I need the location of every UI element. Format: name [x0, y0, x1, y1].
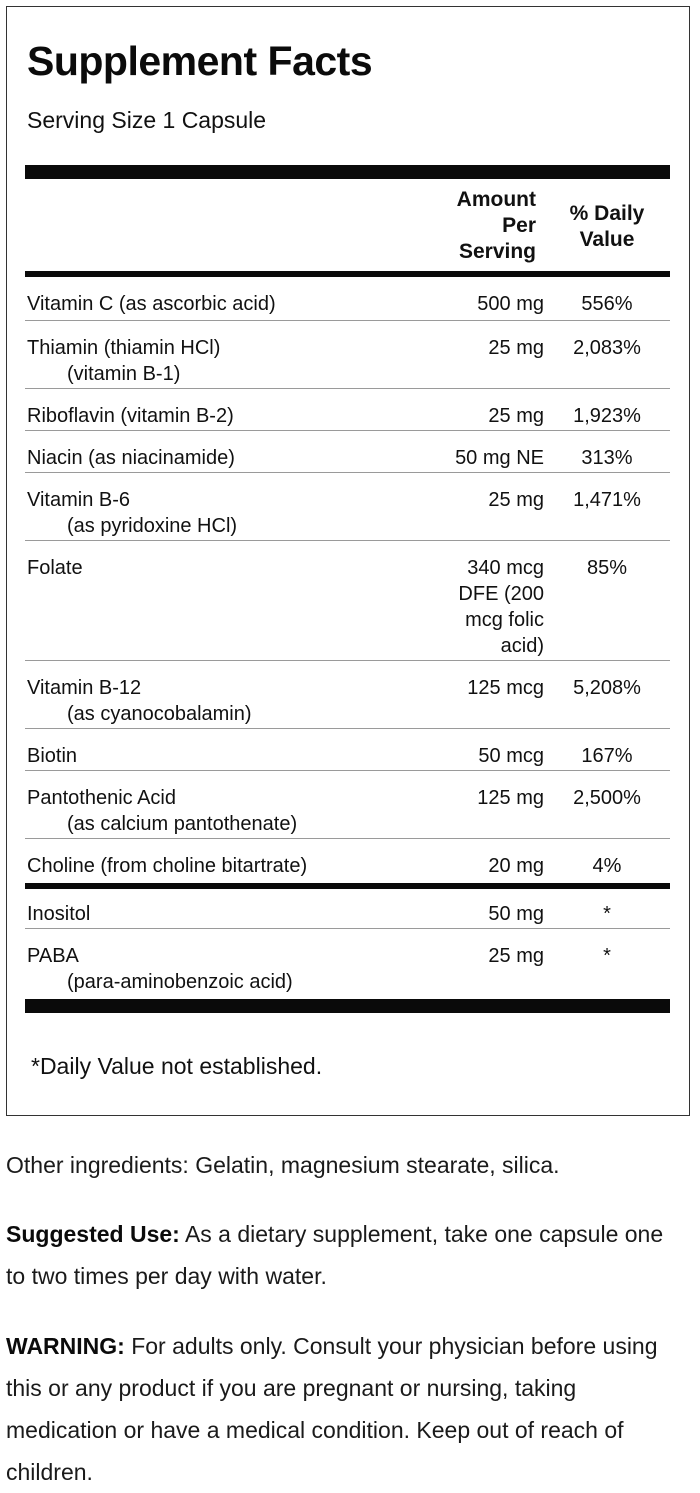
- amount-line: 50 mg NE: [455, 447, 544, 469]
- nutrient-name-main: Vitamin B-12: [27, 677, 142, 699]
- amount-line: 25 mg: [488, 405, 544, 427]
- nutrient-name-main: Inositol: [27, 903, 91, 925]
- suggested-use: [6, 1213, 686, 1297]
- nutrient-name-main: Biotin: [27, 745, 78, 767]
- nutrient-name: [27, 555, 427, 581]
- table-row: [25, 389, 670, 431]
- nutrient-daily-value: 2,500%: [573, 787, 641, 809]
- nutrient-name-main: Choline (from choline bitartrate): [27, 855, 308, 877]
- nutrient-name-main: Vitamin C (as ascorbic acid): [27, 293, 276, 315]
- amount-line: 50 mg: [488, 903, 544, 925]
- nutrient-name: [27, 403, 427, 429]
- nutrient-name-main: Niacin (as niacinamide): [27, 447, 235, 469]
- nutrient-name: [27, 335, 427, 387]
- nutrient-daily-value: 1,923%: [573, 405, 641, 427]
- nutrient-daily-value: 1,471%: [573, 489, 641, 511]
- nutrient-amount: [414, 403, 544, 429]
- warning-text: For adults only. Consult your physician before using this or any product if you are pregnant or nursing, taking medication or have a medical condition. Keep out of reach of children.: [6, 1333, 658, 1485]
- nutrient-name: [27, 943, 427, 995]
- nutrient-name-main: Riboflavin (vitamin B-2): [27, 405, 234, 427]
- amount-header-line: Serving: [458, 240, 536, 263]
- amount-line: 25 mg: [488, 489, 544, 511]
- nutrient-name-source: (as pyridoxine HCl): [67, 515, 238, 537]
- nutrient-daily-value: 556%: [581, 293, 633, 315]
- amount-per-serving-header: [406, 187, 536, 265]
- daily-value-header: [562, 201, 652, 253]
- nutrient-table: [25, 277, 670, 997]
- amount-header-line: Per: [502, 214, 536, 237]
- table-row: [25, 729, 670, 771]
- nutrient-daily-value: 2,083%: [573, 337, 641, 359]
- table-row: [25, 929, 670, 997]
- nutrient-name: [27, 291, 427, 317]
- nutrient-name-source: (as calcium pantothenate): [67, 813, 298, 835]
- established-dv-separator: [25, 883, 670, 889]
- amount-header-line: Amount: [456, 188, 536, 211]
- nutrient-name: [27, 785, 427, 837]
- nutrient-name-source: (vitamin B-1): [67, 363, 181, 385]
- nutrient-daily-value: 85%: [586, 557, 628, 579]
- nutrient-name-main: Thiamin (thiamin HCl): [27, 337, 221, 359]
- nutrient-amount: [414, 555, 544, 659]
- top-thick-rule: [25, 165, 670, 179]
- nutrient-name: [27, 901, 427, 927]
- nutrient-name-main: PABA: [27, 945, 79, 967]
- dv-header-line: Value: [579, 228, 635, 251]
- nutrient-name-main: Pantothenic Acid: [27, 787, 176, 809]
- nutrient-amount: [414, 901, 544, 927]
- nutrient-amount: [414, 445, 544, 471]
- amount-line: mcg folic: [465, 609, 544, 631]
- dv-header-line: % Daily: [569, 202, 645, 225]
- nutrient-daily-value: 5,208%: [573, 677, 641, 699]
- suggested-use-label: Suggested Use:: [6, 1221, 180, 1247]
- nutrient-name-source: (para-aminobenzoic acid): [67, 971, 293, 993]
- nutrient-name: [27, 743, 427, 769]
- nutrient-amount: [414, 853, 544, 879]
- bottom-thick-rule: [25, 999, 670, 1013]
- nutrient-name: [27, 487, 427, 539]
- supplement-facts-panel: [6, 6, 690, 1116]
- amount-line: 340 mcg: [467, 557, 544, 579]
- warning-label: WARNING:: [6, 1333, 125, 1359]
- nutrient-amount: [414, 785, 544, 811]
- amount-line: 25 mg: [488, 337, 544, 359]
- amount-line: acid): [500, 635, 544, 657]
- nutrient-amount: [414, 743, 544, 769]
- amount-line: 50 mcg: [478, 745, 544, 767]
- nutrient-name: [27, 445, 427, 471]
- table-row: [25, 887, 670, 929]
- nutrient-amount: [414, 487, 544, 513]
- nutrient-daily-value: *: [603, 945, 611, 967]
- nutrient-name-main: Vitamin B-6: [27, 489, 131, 511]
- nutrient-name: [27, 675, 427, 727]
- table-row: [25, 661, 670, 729]
- amount-line: DFE (200: [458, 583, 544, 605]
- amount-line: 125 mg: [477, 787, 544, 809]
- nutrient-amount: [414, 943, 544, 969]
- amount-line: 125 mcg: [467, 677, 544, 699]
- nutrient-daily-value: 4%: [592, 855, 622, 877]
- nutrient-daily-value: 167%: [581, 745, 633, 767]
- table-row: [25, 541, 670, 661]
- table-row: [25, 839, 670, 881]
- nutrient-amount: [414, 335, 544, 361]
- amount-line: 500 mg: [477, 293, 544, 315]
- table-row: [25, 321, 670, 389]
- amount-line: 20 mg: [488, 855, 544, 877]
- warning: [6, 1325, 686, 1493]
- other-ingredients: Other ingredients: Gelatin, magnesium stearate, silica.: [6, 1152, 560, 1178]
- nutrient-daily-value: *: [603, 903, 611, 925]
- serving-size: Serving Size 1 Capsule: [27, 107, 267, 133]
- amount-line: 25 mg: [488, 945, 544, 967]
- nutrient-amount: [414, 675, 544, 701]
- nutrient-name-main: Folate: [27, 557, 83, 579]
- table-row: [25, 771, 670, 839]
- nutrient-name-source: (as cyanocobalamin): [67, 703, 252, 725]
- table-row: [25, 277, 670, 321]
- panel-title: Supplement Facts: [27, 38, 373, 84]
- table-row: [25, 431, 670, 473]
- nutrient-name: [27, 853, 427, 879]
- daily-value-footnote: *Daily Value not established.: [31, 1053, 323, 1079]
- table-row: [25, 473, 670, 541]
- nutrient-daily-value: 313%: [581, 447, 633, 469]
- suggested-use-text: As a dietary supplement, take one capsule one to two times per day with water.: [6, 1221, 664, 1289]
- nutrient-amount: [414, 291, 544, 317]
